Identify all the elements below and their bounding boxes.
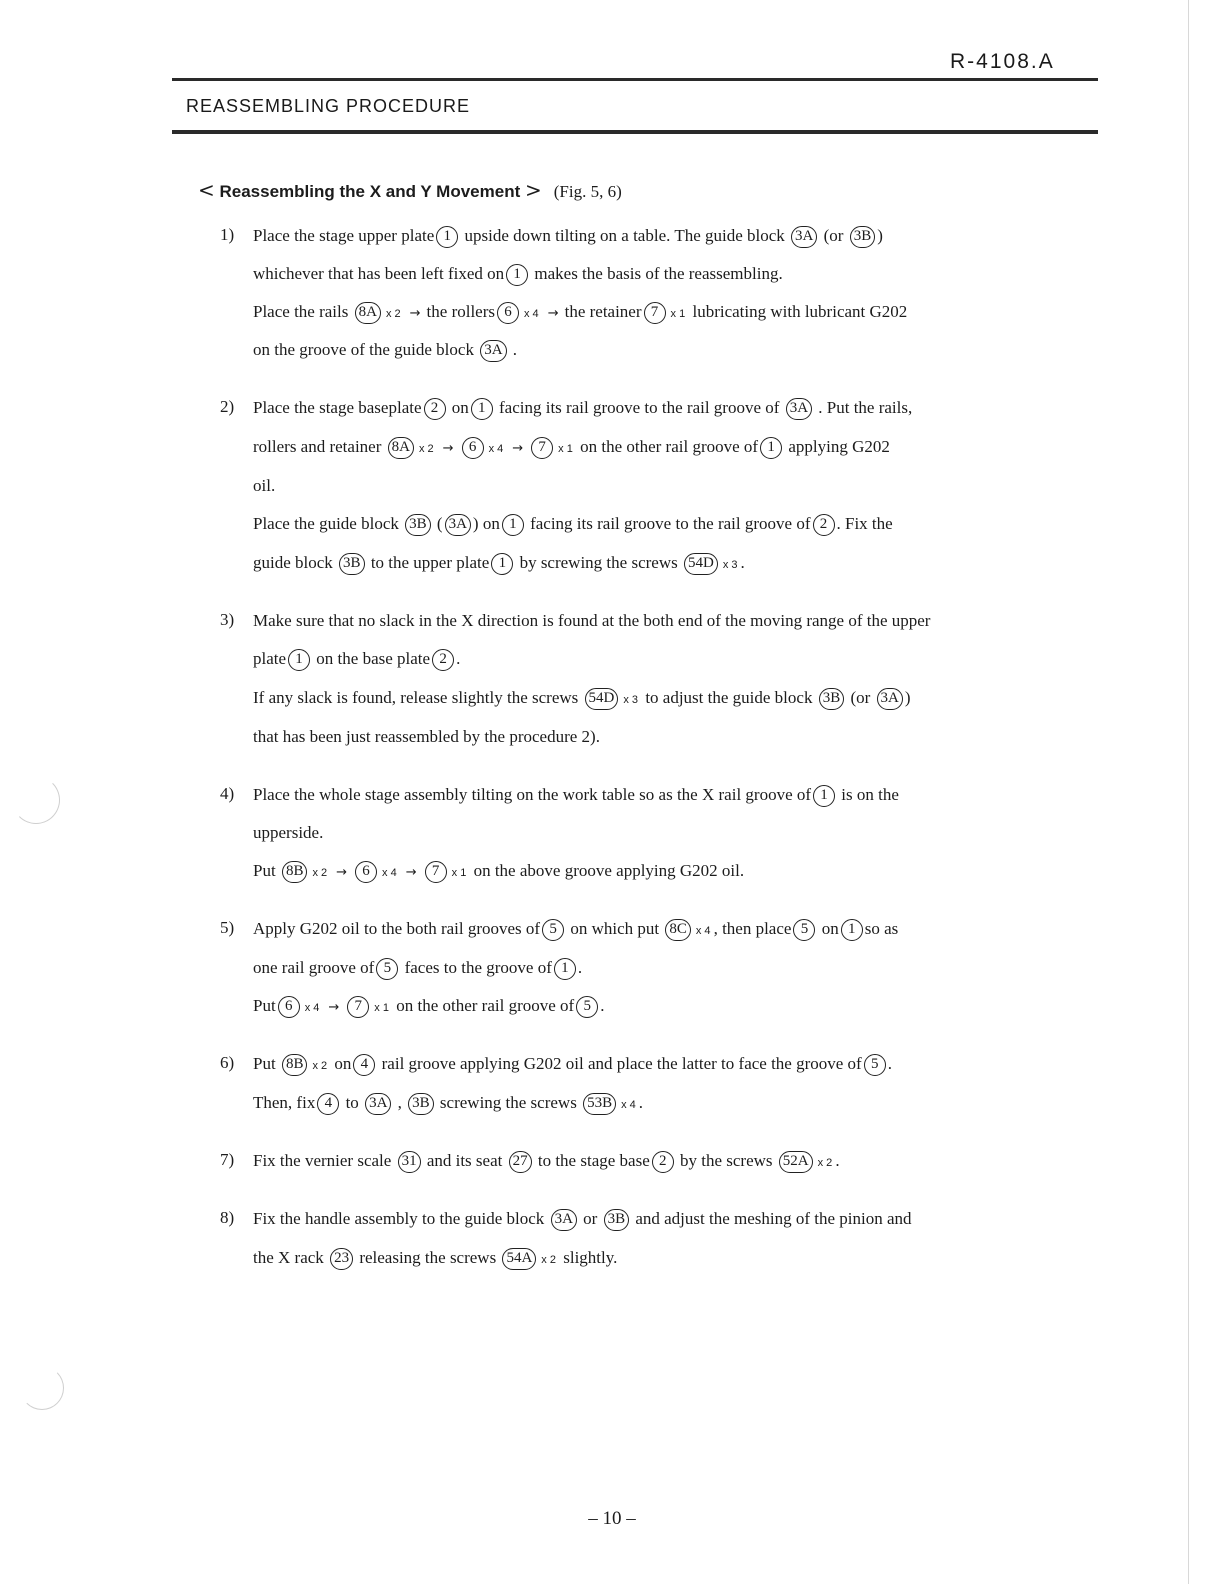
- text-run: ): [904, 688, 911, 707]
- part-reference-circle: 3A: [786, 398, 812, 420]
- step-line: [253, 994, 604, 1020]
- quantity-multiplier: x 4: [304, 1002, 320, 1014]
- text-run: Put: [253, 1054, 280, 1073]
- step-number: 4): [220, 784, 235, 803]
- quantity-multiplier: x 2: [817, 1157, 833, 1169]
- text-run: to the stage base: [533, 1151, 650, 1170]
- header-rule-bottom: [172, 130, 1098, 134]
- part-reference-circle: 6: [462, 437, 484, 459]
- text-run: the retainer: [564, 302, 642, 321]
- step-line: [253, 821, 323, 845]
- step-number: 2): [220, 397, 235, 416]
- text-run: ,: [393, 1093, 407, 1112]
- part-reference-circle: 3B: [819, 688, 845, 710]
- part-reference-circle: 1: [506, 264, 528, 286]
- text-run: rollers and retainer: [253, 437, 386, 456]
- part-reference-circle: 23: [330, 1248, 353, 1270]
- quantity-multiplier: x 4: [524, 308, 539, 320]
- text-run: Put: [253, 861, 280, 880]
- text-run: .: [577, 958, 583, 977]
- part-reference-circle: 54A: [502, 1248, 536, 1270]
- punch-hole-mark: [20, 1366, 64, 1410]
- text-run: , then place: [713, 919, 792, 938]
- text-run: Place the guide block: [253, 514, 404, 533]
- step-line: [253, 1207, 912, 1231]
- step-line: [253, 1149, 840, 1175]
- part-reference-circle: 3A: [877, 688, 903, 710]
- document-code: R-4108.A: [950, 50, 1055, 73]
- quantity-multiplier: x 4: [488, 443, 504, 455]
- quantity-multiplier: x 1: [374, 1002, 389, 1014]
- part-reference-circle: 1: [471, 398, 493, 420]
- step-line: [253, 686, 911, 712]
- arrow-icon: →: [512, 441, 524, 456]
- text-run: is on the: [837, 785, 899, 804]
- punch-hole-mark: [12, 776, 60, 824]
- text-run: and its seat: [422, 1151, 507, 1170]
- text-run: upperside.: [253, 823, 324, 842]
- quantity-multiplier: x 4: [695, 925, 711, 937]
- text-run: applying G202: [784, 437, 890, 456]
- text-run: to the upper plate: [366, 553, 490, 572]
- step-line: [253, 1246, 617, 1272]
- part-reference-circle: 1: [841, 919, 863, 941]
- step-line: [253, 956, 582, 980]
- part-reference-circle: 7: [425, 861, 447, 883]
- text-run: .: [638, 1093, 644, 1112]
- step-line: [253, 647, 460, 671]
- arrow-icon: →: [547, 306, 559, 321]
- part-reference-circle: 31: [398, 1151, 421, 1173]
- text-run: upside down tilting on a table. The guide block: [460, 226, 790, 245]
- part-reference-circle: 1: [436, 226, 458, 248]
- text-run: on the base plate: [312, 649, 431, 668]
- part-reference-circle: 6: [355, 861, 377, 883]
- part-reference-circle: 5: [542, 919, 564, 941]
- page-edge: [1188, 0, 1189, 1584]
- step-line: [253, 1052, 892, 1078]
- step-number: 8): [220, 1208, 235, 1227]
- step-line: [253, 435, 890, 461]
- text-run: facing its rail groove to the rail groove of: [525, 514, 811, 533]
- step-line: [253, 859, 744, 885]
- text-run: the X rack: [253, 1248, 329, 1267]
- text-run: If any slack is found, release slightly the screws: [253, 688, 583, 707]
- step-line: [253, 783, 899, 807]
- arrow-icon: →: [442, 441, 454, 456]
- text-run: oil.: [253, 476, 276, 495]
- part-reference-circle: 3A: [551, 1209, 577, 1231]
- part-reference-circle: 3B: [408, 1093, 434, 1115]
- step-number: 6): [220, 1053, 235, 1072]
- page-number: – 10 –: [588, 1508, 636, 1529]
- quantity-multiplier: x 4: [621, 1099, 636, 1111]
- text-run: to adjust the guide block: [641, 688, 817, 707]
- text-run: Fix the vernier scale: [253, 1151, 396, 1170]
- part-reference-circle: 3A: [445, 514, 471, 536]
- text-run: Place the whole stage assembly tilting on the work table so as the X rail groove of: [253, 785, 812, 804]
- text-run: Place the stage baseplate: [253, 398, 422, 417]
- step-line: [253, 396, 912, 420]
- part-reference-circle: 3B: [604, 1209, 630, 1231]
- part-reference-circle: 8C: [665, 919, 691, 941]
- text-run: slightly.: [558, 1248, 618, 1267]
- part-reference-circle: 5: [376, 958, 398, 980]
- text-run: or: [578, 1209, 602, 1228]
- text-run: . Put the rails,: [814, 398, 913, 417]
- step-line: [253, 300, 907, 326]
- part-reference-circle: 52A: [779, 1151, 813, 1173]
- part-reference-circle: 7: [347, 996, 369, 1018]
- step-line: [253, 474, 275, 498]
- quantity-multiplier: x 3: [623, 694, 639, 706]
- section-heading: REASSEMBLING PROCEDURE: [186, 96, 471, 116]
- header-rule-top: [172, 78, 1098, 81]
- text-run: Then, fix: [253, 1093, 316, 1112]
- step-line: [253, 1091, 643, 1117]
- quantity-multiplier: x 1: [670, 308, 686, 320]
- arrow-icon: →: [405, 865, 417, 880]
- text-run: by screwing the screws: [515, 553, 682, 572]
- part-reference-circle: 3A: [480, 340, 506, 362]
- text-run: on: [447, 398, 469, 417]
- step-number: 3): [220, 610, 235, 629]
- text-run: on which put: [566, 919, 664, 938]
- text-run: to: [341, 1093, 364, 1112]
- text-run: . Fix the: [836, 514, 893, 533]
- text-run: on: [330, 1054, 352, 1073]
- step-line: [253, 551, 745, 577]
- text-run: Put: [253, 996, 276, 1015]
- text-run: ): [877, 226, 883, 245]
- text-run: by the screws: [675, 1151, 777, 1170]
- step-line: [253, 917, 898, 943]
- part-reference-circle: 3A: [791, 226, 817, 248]
- part-reference-circle: 5: [864, 1054, 886, 1076]
- text-run: on the above groove applying G202 oil.: [469, 861, 745, 880]
- text-run: one rail groove of: [253, 958, 375, 977]
- part-reference-circle: 1: [288, 649, 310, 671]
- quantity-multiplier: x 2: [541, 1254, 556, 1266]
- text-run: on: [817, 919, 839, 938]
- part-reference-circle: 54D: [684, 553, 718, 575]
- part-reference-circle: 3B: [850, 226, 876, 248]
- subtitle-text: Reassembling the X and Y Movement: [219, 182, 521, 201]
- step-line: [253, 725, 600, 749]
- part-reference-circle: 53B: [583, 1093, 616, 1115]
- part-reference-circle: 4: [353, 1054, 375, 1076]
- part-reference-circle: 3B: [339, 553, 365, 575]
- text-run: the rollers: [426, 302, 495, 321]
- part-reference-circle: 5: [576, 996, 598, 1018]
- part-reference-circle: 4: [317, 1093, 339, 1115]
- text-run: (: [432, 514, 443, 533]
- step-number: 7): [220, 1150, 235, 1169]
- part-reference-circle: 2: [652, 1151, 674, 1173]
- step-line: [253, 609, 930, 633]
- part-reference-circle: 2: [432, 649, 454, 671]
- text-run: guide block: [253, 553, 338, 572]
- part-reference-circle: 1: [760, 437, 782, 459]
- arrow-icon: →: [328, 1000, 340, 1015]
- part-reference-circle: 8A: [355, 302, 381, 324]
- quantity-multiplier: x 4: [382, 867, 397, 879]
- part-reference-circle: 1: [491, 553, 513, 575]
- text-run: .: [740, 553, 745, 572]
- quantity-multiplier: x 2: [385, 308, 401, 320]
- text-run: whichever that has been left fixed on: [253, 264, 505, 283]
- text-run: facing its rail groove to the rail groove of: [494, 398, 784, 417]
- arrow-icon: →: [409, 306, 421, 321]
- step-line: [253, 224, 883, 248]
- step-line: [253, 262, 783, 286]
- part-reference-circle: 8B: [282, 1054, 308, 1076]
- text-run: .: [508, 340, 518, 359]
- arrow-icon: →: [336, 865, 348, 880]
- text-run: (or: [819, 226, 848, 245]
- step-number: 5): [220, 918, 235, 937]
- text-run: Fix the handle assembly to the guide block: [253, 1209, 549, 1228]
- text-run: screwing the screws: [435, 1093, 582, 1112]
- part-reference-circle: 7: [644, 302, 666, 324]
- step-line: [253, 338, 517, 362]
- part-reference-circle: 6: [278, 996, 300, 1018]
- part-reference-circle: 1: [554, 958, 576, 980]
- part-reference-circle: 7: [531, 437, 553, 459]
- part-reference-circle: 8A: [388, 437, 414, 459]
- part-reference-circle: 1: [502, 514, 524, 536]
- text-run: plate: [253, 649, 287, 668]
- text-run: so as: [864, 919, 899, 938]
- text-run: rail groove applying G202 oil and place the latter to face the groove of: [377, 1054, 862, 1073]
- procedure-subtitle: < Reassembling the X and Y Movement > (Fig. 5, 6): [198, 178, 622, 202]
- part-reference-circle: 2: [424, 398, 446, 420]
- text-run: on the other rail groove of: [575, 437, 759, 456]
- text-run: ) on: [472, 514, 500, 533]
- text-run: faces to the groove of: [400, 958, 552, 977]
- step-line: [253, 512, 893, 536]
- text-run: lubricating with lubricant G202: [688, 302, 908, 321]
- quantity-multiplier: x 1: [451, 867, 467, 879]
- part-reference-circle: 6: [497, 302, 519, 324]
- text-run: (or: [846, 688, 875, 707]
- text-run: that has been just reassembled by the procedure 2).: [253, 727, 600, 746]
- text-run: on the groove of the guide block: [253, 340, 479, 359]
- text-run: on the other rail groove of: [391, 996, 575, 1015]
- text-run: Place the rails: [253, 302, 353, 321]
- quantity-multiplier: x 1: [558, 443, 573, 455]
- text-run: makes the basis of the reassembling.: [530, 264, 783, 283]
- quantity-multiplier: x 2: [418, 443, 434, 455]
- part-reference-circle: 3A: [365, 1093, 391, 1115]
- part-reference-circle: 3B: [405, 514, 431, 536]
- part-reference-circle: 27: [509, 1151, 532, 1173]
- text-run: Place the stage upper plate: [253, 226, 435, 245]
- quantity-multiplier: x 2: [312, 867, 328, 879]
- figure-reference: (Fig. 5, 6): [553, 182, 622, 201]
- part-reference-circle: 2: [813, 514, 835, 536]
- text-run: Make sure that no slack in the X direction is found at the both end of the moving range of the upper: [253, 611, 931, 630]
- text-run: .: [456, 649, 461, 668]
- text-run: releasing the screws: [355, 1248, 501, 1267]
- text-run: and adjust the meshing of the pinion and: [631, 1209, 912, 1228]
- step-number: 1): [220, 225, 235, 244]
- quantity-multiplier: x 2: [312, 1060, 328, 1072]
- part-reference-circle: 5: [793, 919, 815, 941]
- text-run: .: [600, 996, 605, 1015]
- text-run: .: [835, 1151, 840, 1170]
- part-reference-circle: 8B: [282, 861, 308, 883]
- text-run: Apply G202 oil to the both rail grooves of: [253, 919, 541, 938]
- quantity-multiplier: x 3: [722, 559, 738, 571]
- part-reference-circle: 1: [813, 785, 835, 807]
- text-run: .: [887, 1054, 892, 1073]
- part-reference-circle: 54D: [585, 688, 619, 710]
